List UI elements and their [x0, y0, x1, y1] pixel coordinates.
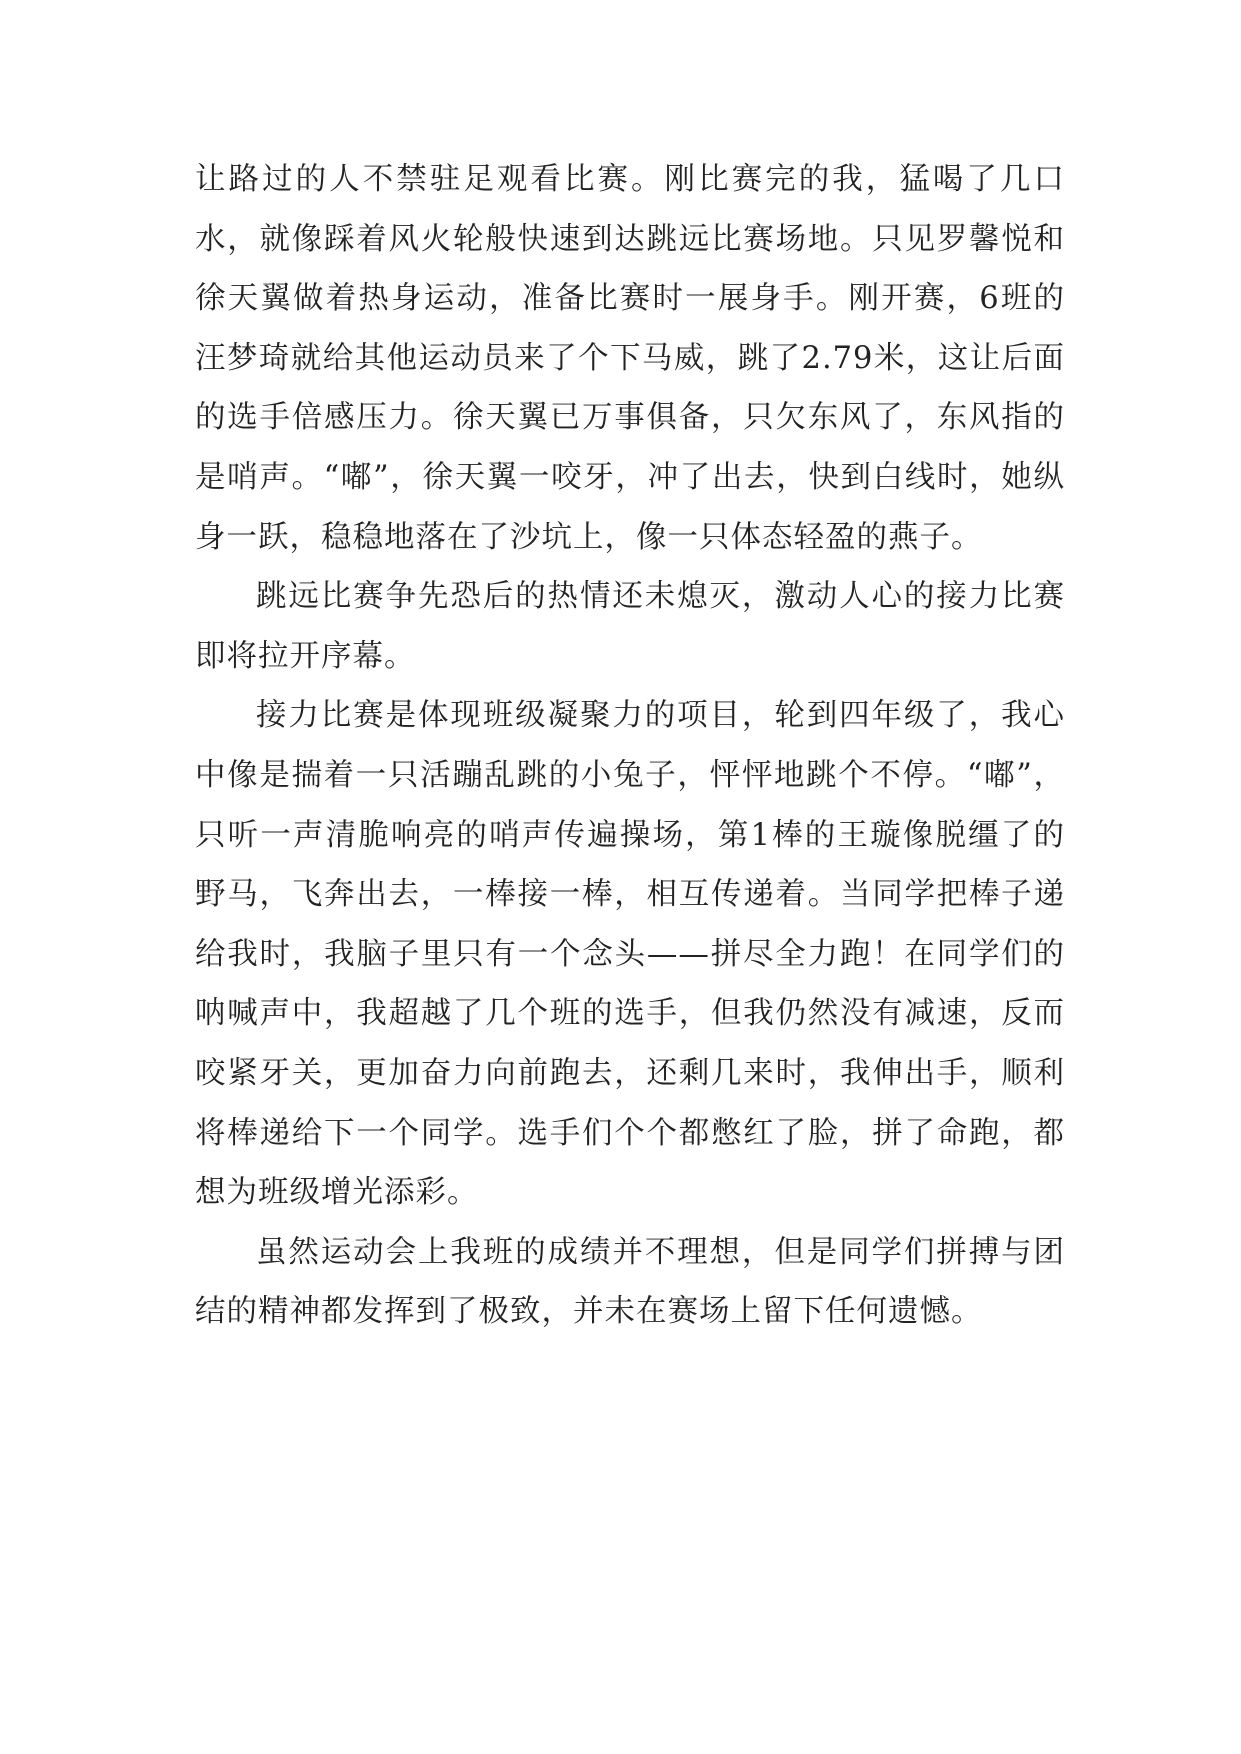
paragraph-relay-race: 接力比赛是体现班级凝聚力的项目，轮到四年级了，我心中像是揣着一只活蹦乱跳的小兔子，怦怦地跳个不停。“嘟”，只听一声清脆响亮的哨声传遍操场，第1棒的王璇像脱缰了的野马，飞奔出去，一棒接一棒，相互传递着。当同学把棒子递给我时，我脑子里只有一个念头——拼尽全力跑！在同学们的呐喊声中，我超越了几个班的选手，但我仍然没有减速，反而咬紧牙关，更加奋力向前跑去，还剩几来时，我伸出手，顺利将棒递给下一个同学。选手们个个都憋红了脸，拼了命跑，都想为班级增光添彩。 — [195, 698, 1065, 1211]
paragraph-continuation: 让路过的人不禁驻足观看比赛。刚比赛完的我，猛喝了几口水，就像踩着风火轮般快速到达跳远比赛场地。只见罗馨悦和徐天翼做着热身运动，准备比赛时一展身手。刚开赛，6班的汪梦琦就给其他运动员来了个下马威，跳了2.79米，这让后面的选手倍感压力。徐天翼已万事俱备，只欠东风了，东风指的是哨声。“嘟”，徐天翼一咬牙，冲了出去，快到白线时，她纵身一跃，稳稳地落在了沙坑上，像一只体态轻盈的燕子。 — [195, 162, 1065, 555]
paragraph-long-jump-transition: 跳远比赛争先恐后的热情还未熄灭，激动人心的接力比赛即将拉开序幕。 — [195, 579, 1065, 674]
document-body — [195, 150, 1065, 1342]
paragraph-conclusion: 虽然运动会上我班的成绩并不理想，但是同学们拼搏与团结的精神都发挥到了极致，并未在赛场上留下任何遗憾。 — [195, 1234, 1065, 1330]
